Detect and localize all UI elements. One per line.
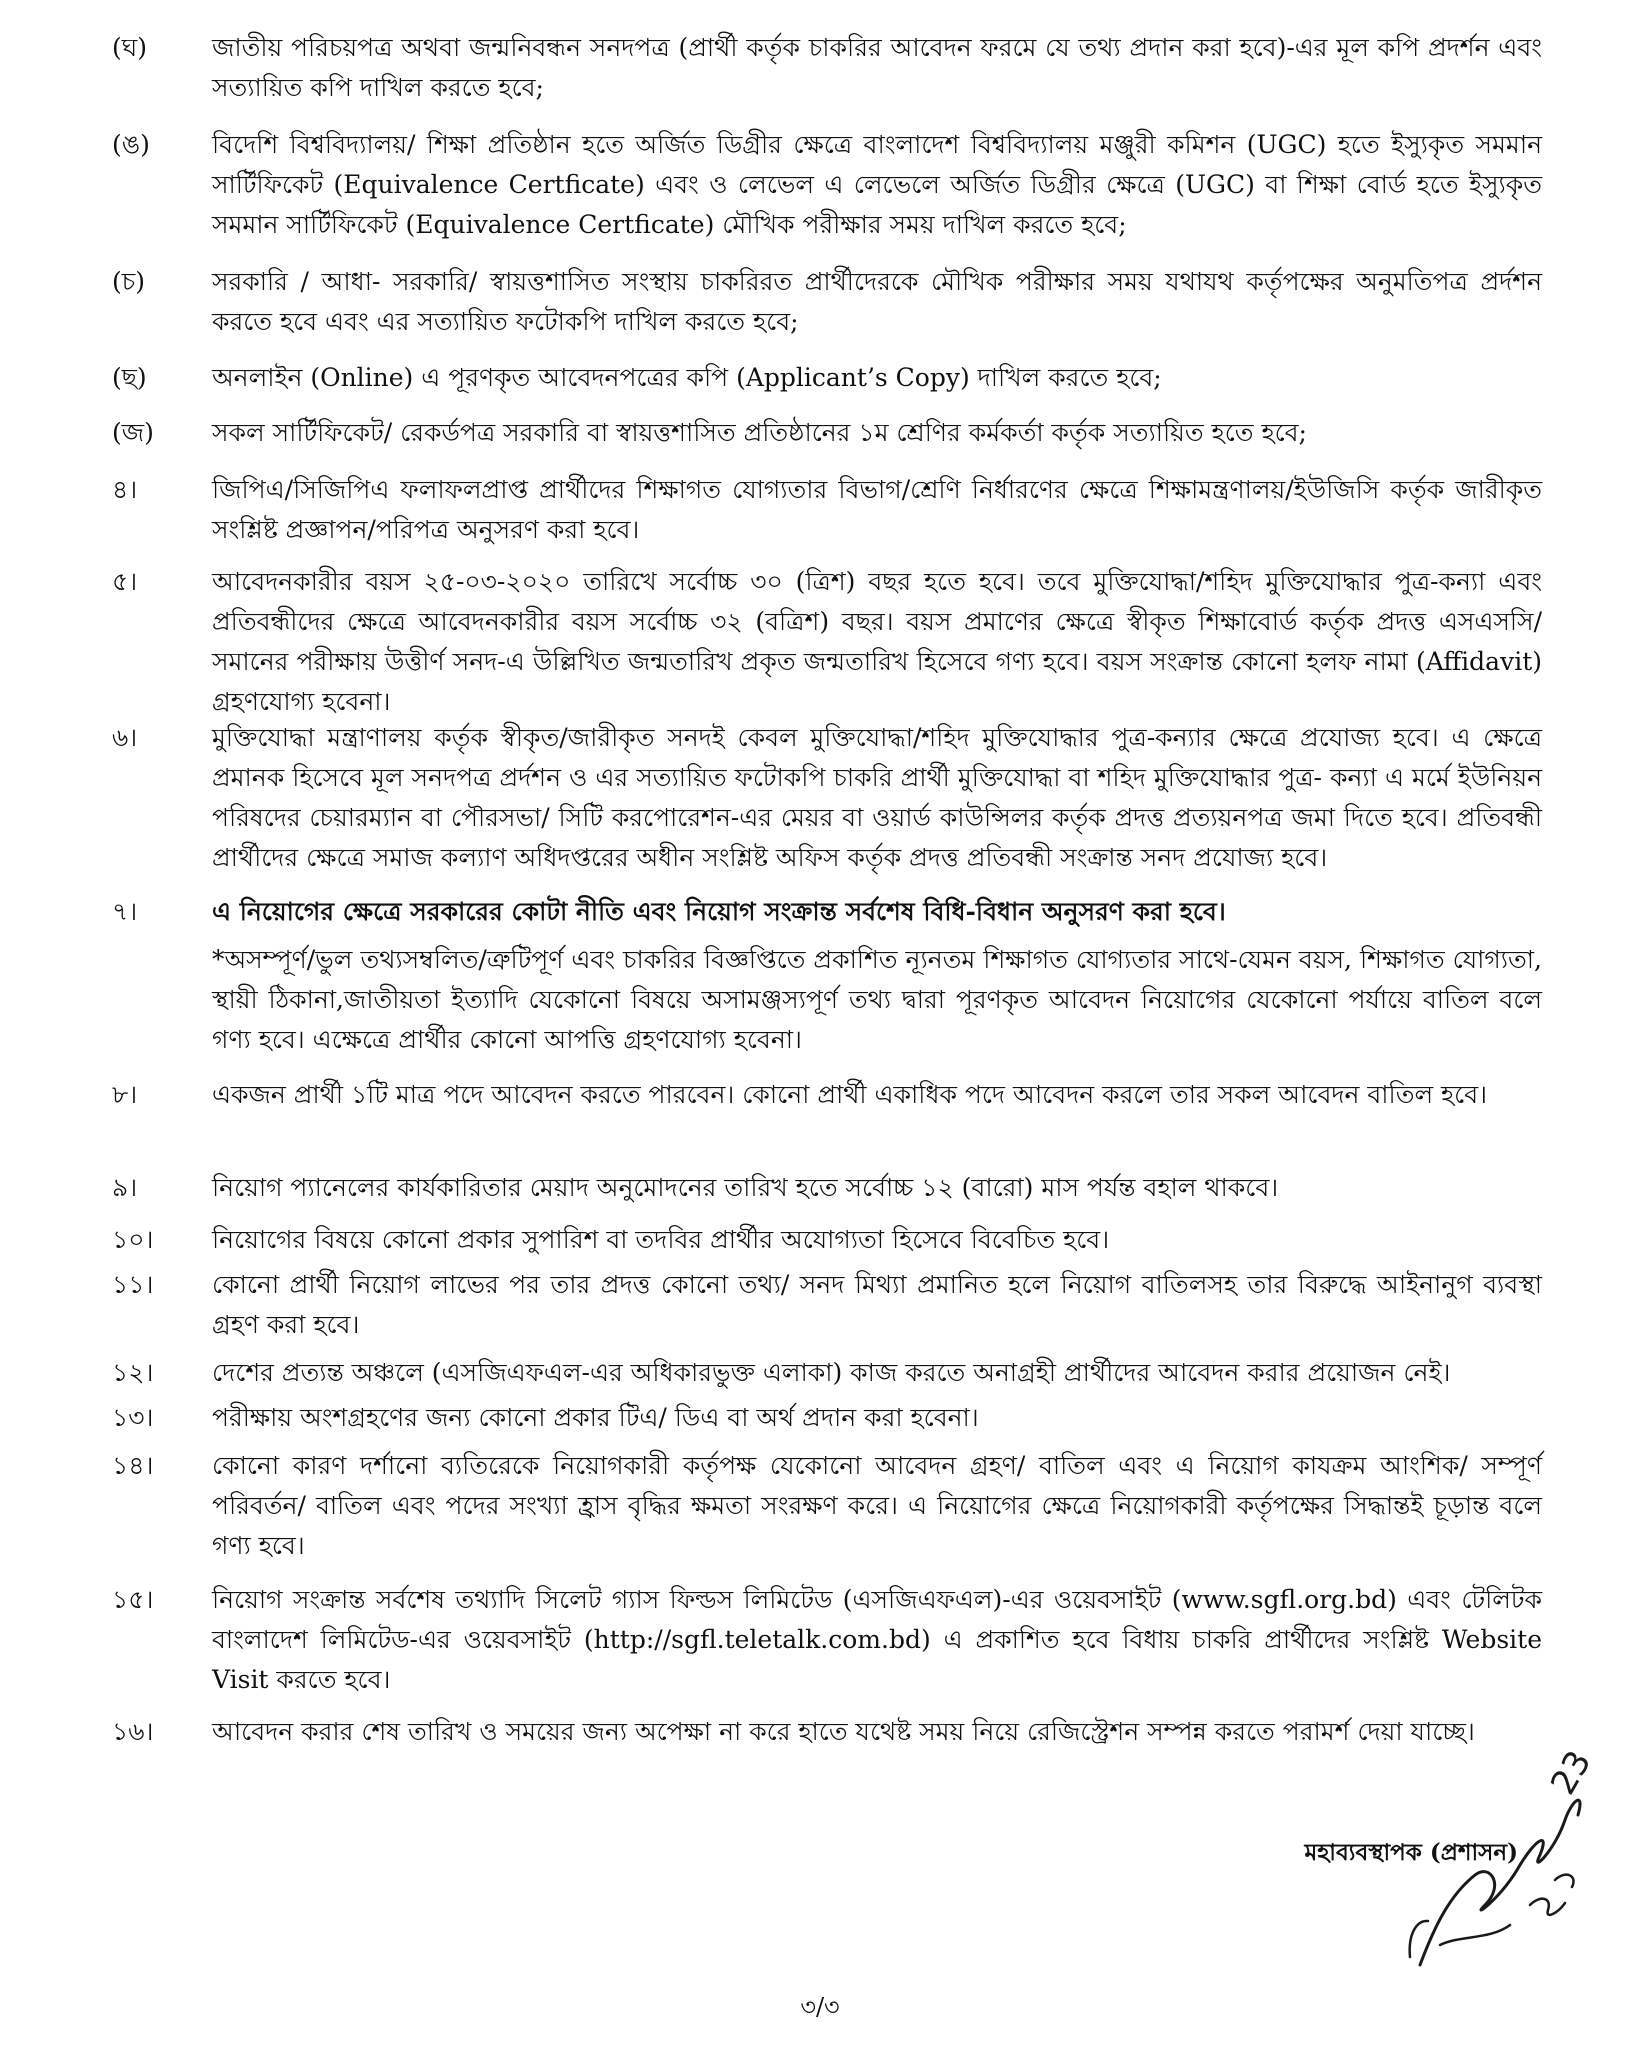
clause-number: (জ) (112, 418, 154, 447)
clause-number: ১৫। (112, 1585, 154, 1614)
clause-text: সকল সার্টিফিকেট/ রেকর্ডপত্র সরকারি বা স্বায়ত্তশাসিত প্রতিষ্ঠানের ১ম শ্রেণির কর্মকর্তা কর্তৃক সত্যায়িত হতে হবে; (212, 418, 1307, 447)
clause-number: ১৬। (112, 1717, 154, 1746)
clause-text: জিপিএ/সিজিপিএ ফলাফলপ্রাপ্ত প্রার্থীদের শিক্ষাগত যোগ্যতার বিভাগ/শ্রেণি নির্ধারণের ক্ষেত্রে শিক্ষামন্ত্রণালয়/ইউজিসি কর্তৃক জারীকৃত সংশ্লিষ্ট প্রজ্ঞাপন/পরিপত্র অনুসরণ করা হবে। (212, 475, 1542, 544)
clause-number: ৪। (112, 475, 138, 504)
clause-text: দেশের প্রত্যন্ত অঞ্চলে (এসজিএফএল-এর অধিকারভুক্ত এলাকা) কাজ করতে অনাগ্রহী প্রার্থীদের আবেদন করার প্রয়োজন নেই। (212, 1358, 1451, 1387)
clause-number: ৫। (112, 567, 138, 596)
clause-text: আবেদনকারীর বয়স ২৫-০৩-২০২০ তারিখে সর্বোচ্চ ৩০ (ত্রিশ) বছর হতে হবে। তবে মুক্তিযোদ্ধা/শহিদ মুক্তিযোদ্ধার পুত্র-কন্যা এবং প্রতিবন্ধীদের ক্ষেত্রে আবেদনকারীর বয়স সর্বোচ্চ ৩২ (বত্রিশ) বছর। বয়স প্রমাণের ক্ষেত্রে স্বীকৃত শিক্ষাবোর্ড কর্তৃক প্রদত্ত এসএসসি/সমানের পরীক্ষায় উত্তীর্ণ সনদ-এ উল্লিখিত জন্মতারিখ প্রকৃত জন্মতারিখ হিসেবে গণ্য হবে। বয়স সংক্রান্ত কোনো হলফ নামা (Affidavit) গ্রহণযোগ্য হবেনা। (212, 567, 1542, 716)
clause-number: ১১। (112, 1270, 154, 1299)
clause-text: নিয়োগের বিষয়ে কোনো প্রকার সুপারিশ বা তদবির প্রার্থীর অযোগ্যতা হিসেবে বিবেচিত হবে। (212, 1225, 1110, 1254)
clause-number: ৮। (112, 1080, 138, 1109)
clause-text: নিয়োগ সংক্রান্ত সর্বশেষ তথ্যাদি সিলেট গ্যাস ফিল্ডস লিমিটেড (এসজিএফএল)-এর ওয়েবসাইট (www.sgfl.org.bd) এবং টেলিটক বাংলাদেশ লিমিটেড-এর ওয়েবসাইট (http://sgfl.teletalk.com.bd) এ প্রকাশিত হবে বিধায় চাকরি প্রার্থীদের সংশ্লিষ্ট Website Visit করতে হবে। (212, 1585, 1542, 1694)
clause-text: বিদেশি বিশ্ববিদ্যালয়/ শিক্ষা প্রতিষ্ঠান হতে অর্জিত ডিগ্রীর ক্ষেত্রে বাংলাদেশ বিশ্ববিদ্যালয় মঞ্জুরী কমিশন (UGC) হতে ইস্যুকৃত সমমান সার্টিফিকেট (Equivalence Certficate) এবং ও লেভেল এ লেভেলে অর্জিত ডিগ্রীর ক্ষেত্রে (UGC) বা শিক্ষা বোর্ড হতে ইস্যুকৃত সমমান সার্টিফিকেট (Equivalence Certficate) মৌখিক পরীক্ষার সময় দাখিল করতে হবে; (212, 130, 1542, 239)
clause-number: ১০। (112, 1225, 154, 1254)
clause-text: কোনো প্রার্থী নিয়োগ লাভের পর তার প্রদত্ত কোনো তথ্য/ সনদ মিথ্যা প্রমানিত হলে নিয়োগ বাতিলসহ তার বিরুদ্ধে আইনানুগ ব্যবস্থা গ্রহণ করা হবে। (212, 1270, 1542, 1339)
rejection-note: *অসম্পূর্ণ/ভুল তথ্যসম্বলিত/ত্রুটিপূর্ণ এবং চাকরির বিজ্ঞপ্তিতে প্রকাশিত ন্যূনতম শিক্ষাগত যোগ্যতার সাথে-যেমন বয়স, শিক্ষাগত যোগ্যতা, স্থায়ী ঠিকানা,জাতীয়তা ইত্যাদি যেকোনো বিষয়ে অসামঞ্জস্যপূর্ণ তথ্য দ্বারা পূরণকৃত আবেদন নিয়োগের যেকোনো পর্যায়ে বাতিল বলে গণ্য হবে। এক্ষেত্রে প্রার্থীর কোনো আপত্তি গ্রহণযোগ্য হবেনা। (212, 945, 1542, 1054)
clause-text: অনলাইন (Online) এ পূরণকৃত আবেদনপত্রের কপি (Applicant’s Copy) দাখিল করতে হবে; (212, 363, 1162, 392)
clause-number: ৬। (112, 723, 138, 752)
clause-text: জাতীয় পরিচয়পত্র অথবা জন্মনিবন্ধন সনদপত্র (প্রার্থী কর্তৃক চাকরির আবেদন ফরমে যে তথ্য প্রদান করা হবে)-এর মূল কপি প্রদর্শন এবং সত্যায়িত কপি দাখিল করতে হবে; (212, 33, 1542, 102)
clause-text: এ নিয়োগের ক্ষেত্রে সরকারের কোটা নীতি এবং নিয়োগ সংক্রান্ত সর্বশেষ বিধি-বিধান অনুসরণ করা হবে। (212, 897, 1226, 926)
clause-number: (ছ) (112, 363, 147, 392)
clause-text: কোনো কারণ দর্শানো ব্যতিরেকে নিয়োগকারী কর্তৃপক্ষ যেকোনো আবেদন গ্রহণ/ বাতিল এবং এ নিয়োগ কাযক্রম আংশিক/ সম্পূর্ণ পরিবর্তন/ বাতিল এবং পদের সংখ্যা হ্রাস বৃদ্ধির ক্ষমতা সংরক্ষণ করে। এ নিয়োগের ক্ষেত্রে নিয়োগকারী কর্তৃপক্ষের সিদ্ধান্তই চূড়ান্ত বলে গণ্য হবে। (212, 1451, 1542, 1560)
clause-number: ১২। (112, 1358, 154, 1387)
clause-text: আবেদন করার শেষ তারিখ ও সময়ের জন্য অপেক্ষা না করে হাতে যথেষ্ট সময় নিয়ে রেজিস্ট্রেশন সম্পন্ন করতে পরামর্শ দেয়া যাচ্ছে। (212, 1717, 1475, 1746)
page-number: ৩/৩ (800, 1993, 840, 2021)
clause-text: নিয়োগ প্যানেলের কার্যকারিতার মেয়াদ অনুমোদনের তারিখ হতে সর্বোচ্চ ১২ (বারো) মাস পর্যন্ত বহাল থাকবে। (212, 1173, 1279, 1202)
clause-number: ১৩। (112, 1403, 154, 1432)
clause-text: সরকারি / আধা- সরকারি/ স্বায়ত্তশাসিত সংস্থায় চাকরিরত প্রার্থীদেরকে মৌখিক পরীক্ষার সময় যথাযথ কর্তৃপক্ষের অনুমতিপত্র প্রর্দশন করতে হবে এবং এর সত্যায়িত ফটোকপি দাখিল করতে হবে; (212, 267, 1542, 336)
clause-number: ৭। (112, 897, 138, 926)
clause-text: মুক্তিযোদ্ধা মন্ত্রাণালয় কর্তৃক স্বীকৃত/জারীকৃত সনদই কেবল মুক্তিযোদ্ধা/শহিদ মুক্তিযোদ্ধার পুত্র-কন্যার ক্ষেত্রে প্রযোজ্য হবে। এ ক্ষেত্রে প্রমানক হিসেবে মূল সনদপত্র প্রর্দশন ও এর সত্যায়িত ফটোকপি চাকরি প্রার্থী মুক্তিযোদ্ধা বা শহিদ মুক্তিযোদ্ধার পুত্র- কন্যা এ মর্মে ইউনিয়ন পরিষদের চেয়ারম্যান বা পৌরসভা/ সিটি করপোরেশন-এর মেয়র বা ওয়ার্ড কাউন্সিলর কর্তৃক প্রদত্ত প্রত্যয়নপত্র জমা দিতে হবে। প্রতিবন্ধী প্রার্থীদের ক্ষেত্রে সমাজ কল্যাণ অধিদপ্তরের অধীন সংশ্লিষ্ট অফিস কর্তৃক প্রদত্ত প্রতিবন্ধী সংক্রান্ত সনদ প্রযোজ্য হবে। (212, 723, 1542, 872)
clause-number: (চ) (112, 267, 145, 296)
clause-number: (ঙ) (112, 130, 150, 159)
signatory-title: মহাব্যবস্থাপক (প্রশাসন) (1304, 1839, 1518, 1866)
clause-number: ১৪। (112, 1451, 154, 1480)
clause-number: ৯। (112, 1173, 138, 1202)
clause-text: একজন প্রার্থী ১টি মাত্র পদে আবেদন করতে পারবেন। কোনো প্রার্থী একাধিক পদে আবেদন করলে তার সকল আবেদন বাতিল হবে। (212, 1080, 1488, 1109)
signature-date: 23 (1543, 1744, 1600, 1802)
clause-number: (ঘ) (112, 33, 147, 62)
clause-text: পরীক্ষায় অংশগ্রহণের জন্য কোনো প্রকার টিএ/ ডিএ বা অর্থ প্রদান করা হবেনা। (212, 1403, 979, 1432)
